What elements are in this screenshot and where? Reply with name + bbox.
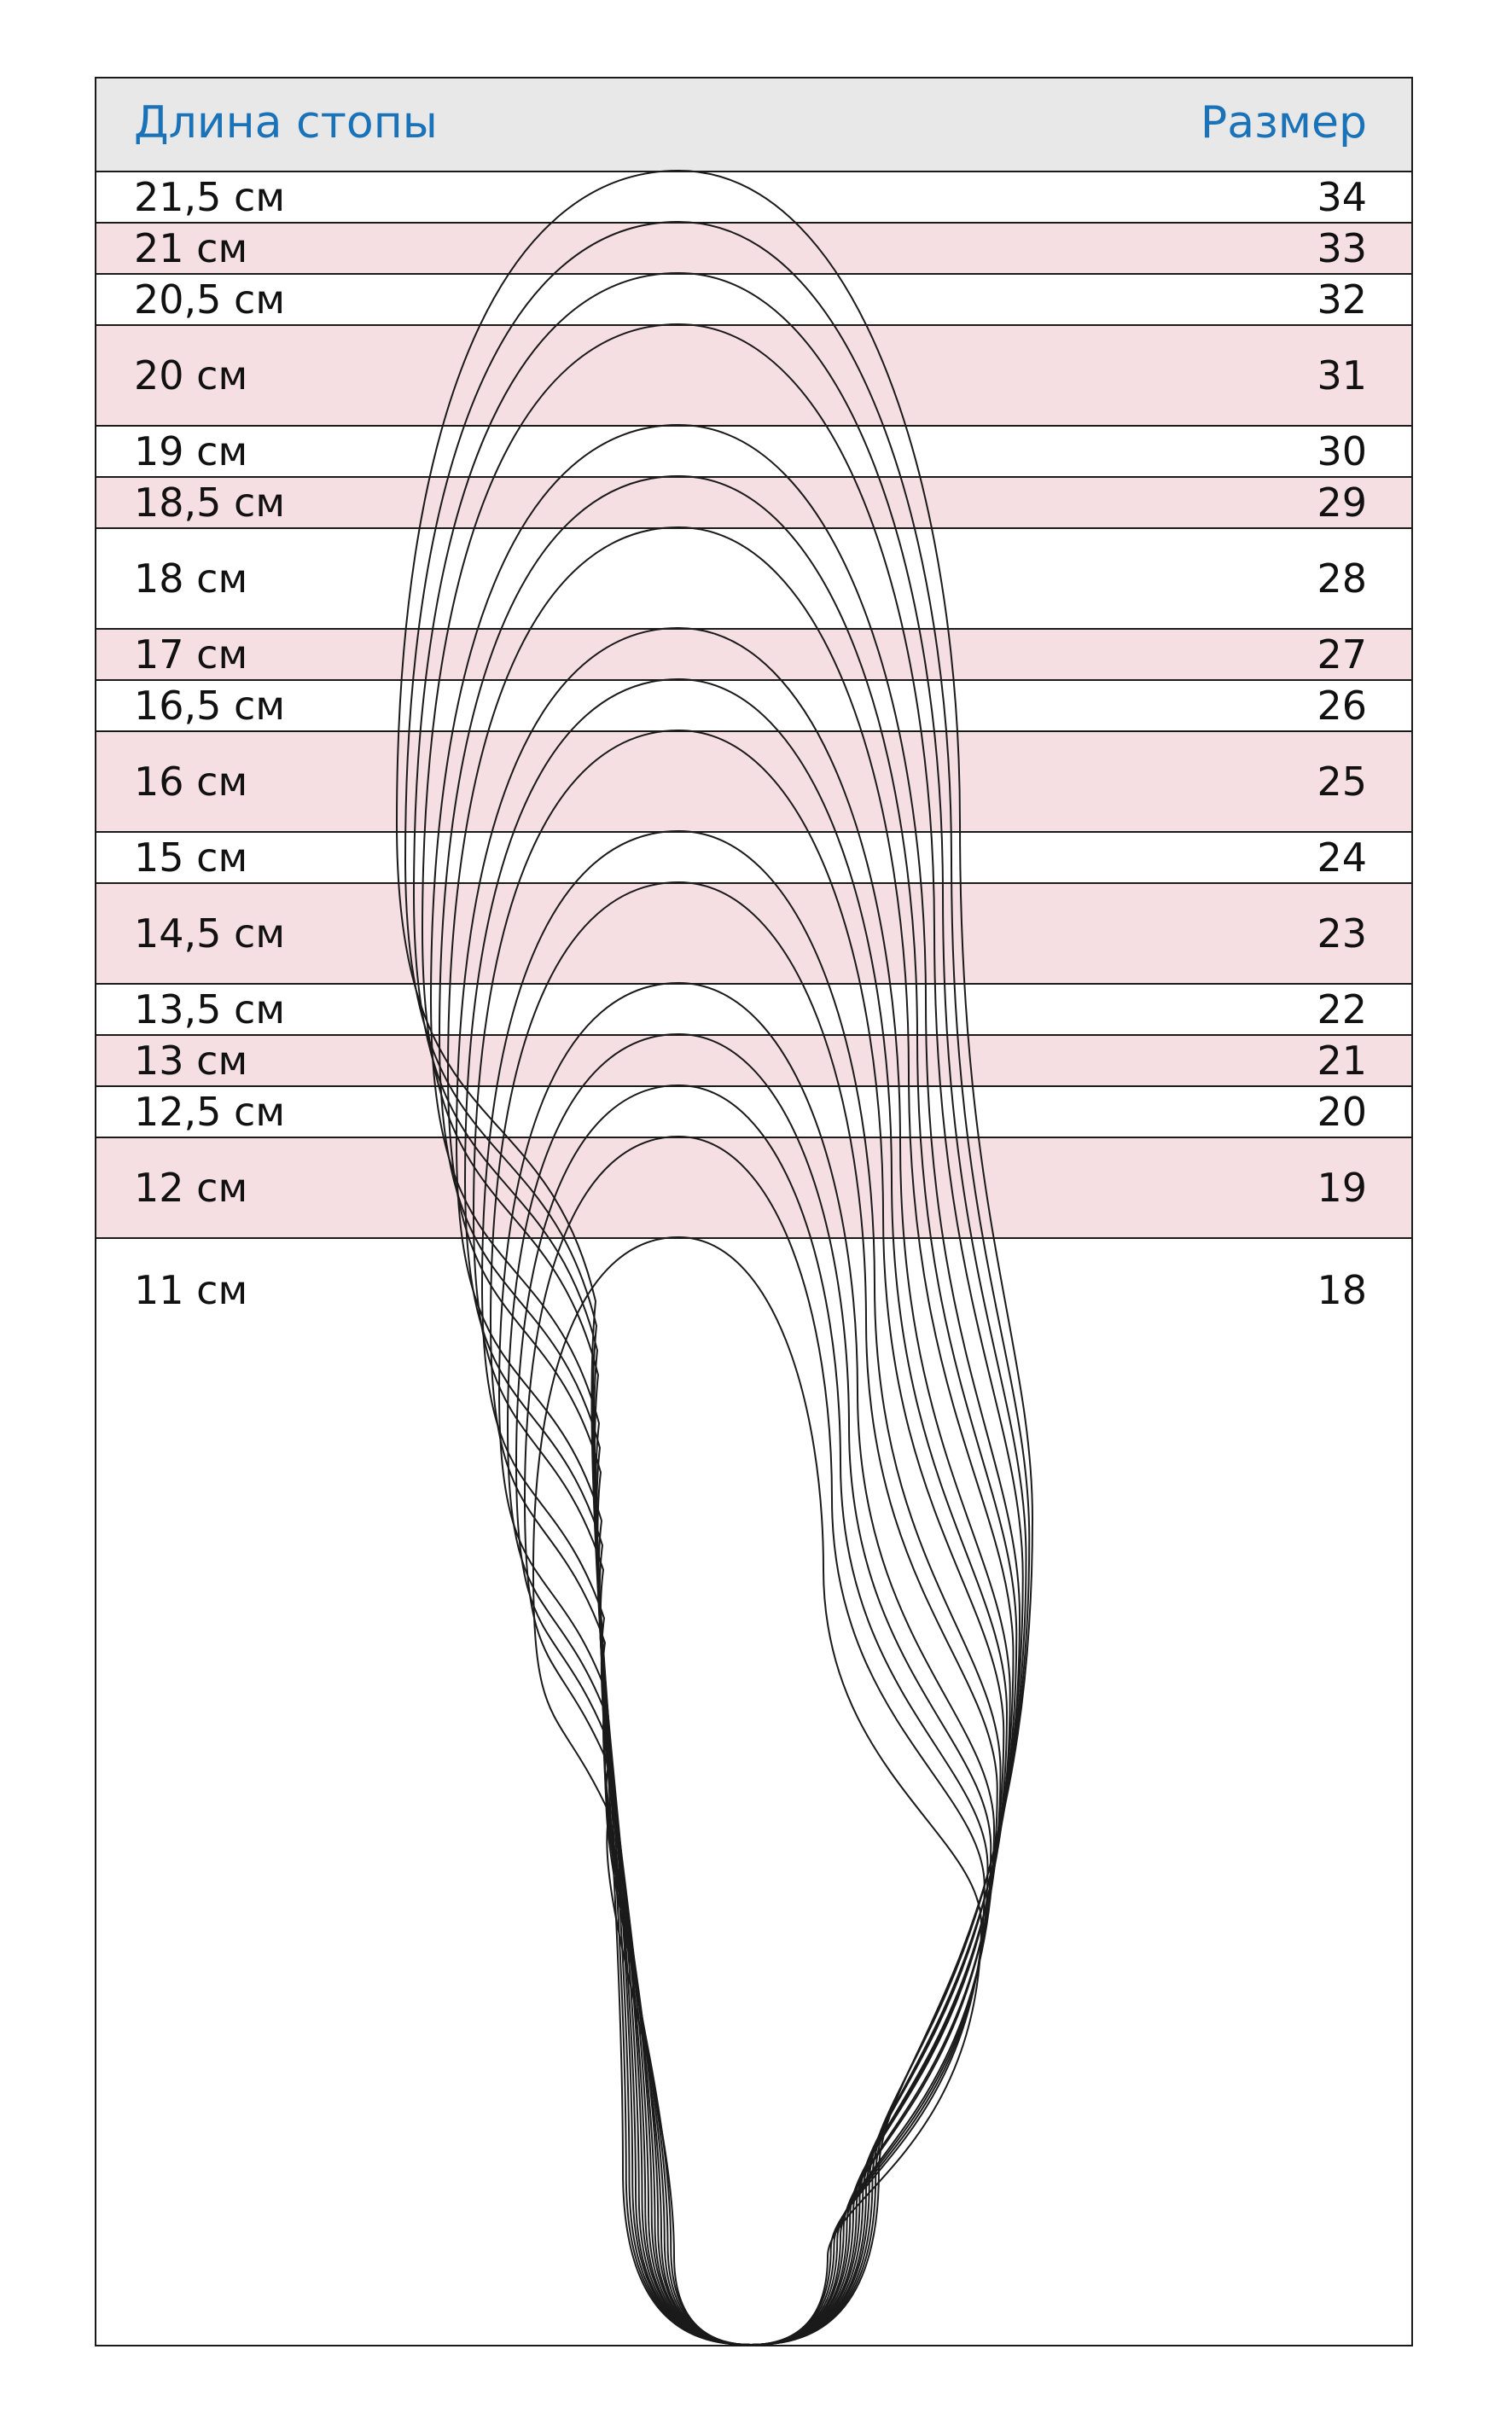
size-row: [96, 427, 1411, 478]
size-rows: [96, 172, 1411, 1341]
size-row: [96, 630, 1411, 681]
shoe-size-value: 20: [1317, 1089, 1367, 1135]
size-row: [96, 529, 1411, 630]
size-row: [96, 681, 1411, 732]
foot-length-header: Длина стопы: [134, 97, 438, 148]
size-row: [96, 884, 1411, 985]
shoe-size-value: 28: [1317, 555, 1367, 602]
shoe-size-value: 18: [1317, 1267, 1367, 1313]
shoe-size-value: 33: [1317, 225, 1367, 271]
size-row: [96, 985, 1411, 1036]
foot-length-value: 13 см: [134, 1038, 248, 1084]
foot-length-value: 12,5 см: [134, 1089, 286, 1135]
size-row: [96, 1036, 1411, 1087]
shoe-size-value: 24: [1317, 834, 1367, 881]
size-header: Размер: [1200, 97, 1367, 148]
size-row: [96, 478, 1411, 529]
shoe-size-value: 23: [1317, 910, 1367, 957]
shoe-size-value: 25: [1317, 759, 1367, 805]
shoe-size-value: 21: [1317, 1038, 1367, 1084]
foot-length-value: 16 см: [134, 759, 248, 805]
size-row: [96, 224, 1411, 275]
size-row: [96, 1239, 1411, 1341]
size-chart-frame: [95, 77, 1413, 2346]
foot-length-value: 20,5 см: [134, 276, 286, 323]
size-row: [96, 833, 1411, 884]
shoe-size-value: 31: [1317, 352, 1367, 398]
foot-length-value: 17 см: [134, 631, 248, 677]
foot-length-value: 21,5 см: [134, 174, 286, 220]
foot-length-value: 19 см: [134, 428, 248, 474]
shoe-size-value: 22: [1317, 986, 1367, 1032]
shoe-size-value: 32: [1317, 276, 1367, 323]
foot-length-value: 13,5 см: [134, 986, 286, 1032]
foot-length-value: 21 см: [134, 225, 248, 271]
shoe-size-value: 19: [1317, 1165, 1367, 1211]
size-row: [96, 1138, 1411, 1239]
size-row: [96, 172, 1411, 224]
foot-length-value: 16,5 см: [134, 683, 286, 729]
size-row: [96, 326, 1411, 427]
chart-header: [96, 79, 1411, 172]
shoe-size-value: 30: [1317, 428, 1367, 474]
size-row: [96, 1087, 1411, 1138]
shoe-size-value: 27: [1317, 631, 1367, 677]
shoe-size-value: 26: [1317, 683, 1367, 729]
size-row: [96, 275, 1411, 326]
foot-length-value: 20 см: [134, 352, 248, 398]
shoe-size-value: 34: [1317, 174, 1367, 220]
shoe-size-value: 29: [1317, 480, 1367, 526]
foot-length-value: 18,5 см: [134, 480, 286, 526]
foot-length-value: 12 см: [134, 1165, 248, 1211]
foot-length-value: 14,5 см: [134, 910, 286, 957]
foot-length-value: 15 см: [134, 834, 248, 881]
size-row: [96, 732, 1411, 833]
foot-length-value: 18 см: [134, 555, 248, 602]
foot-length-value: 11 см: [134, 1267, 248, 1313]
